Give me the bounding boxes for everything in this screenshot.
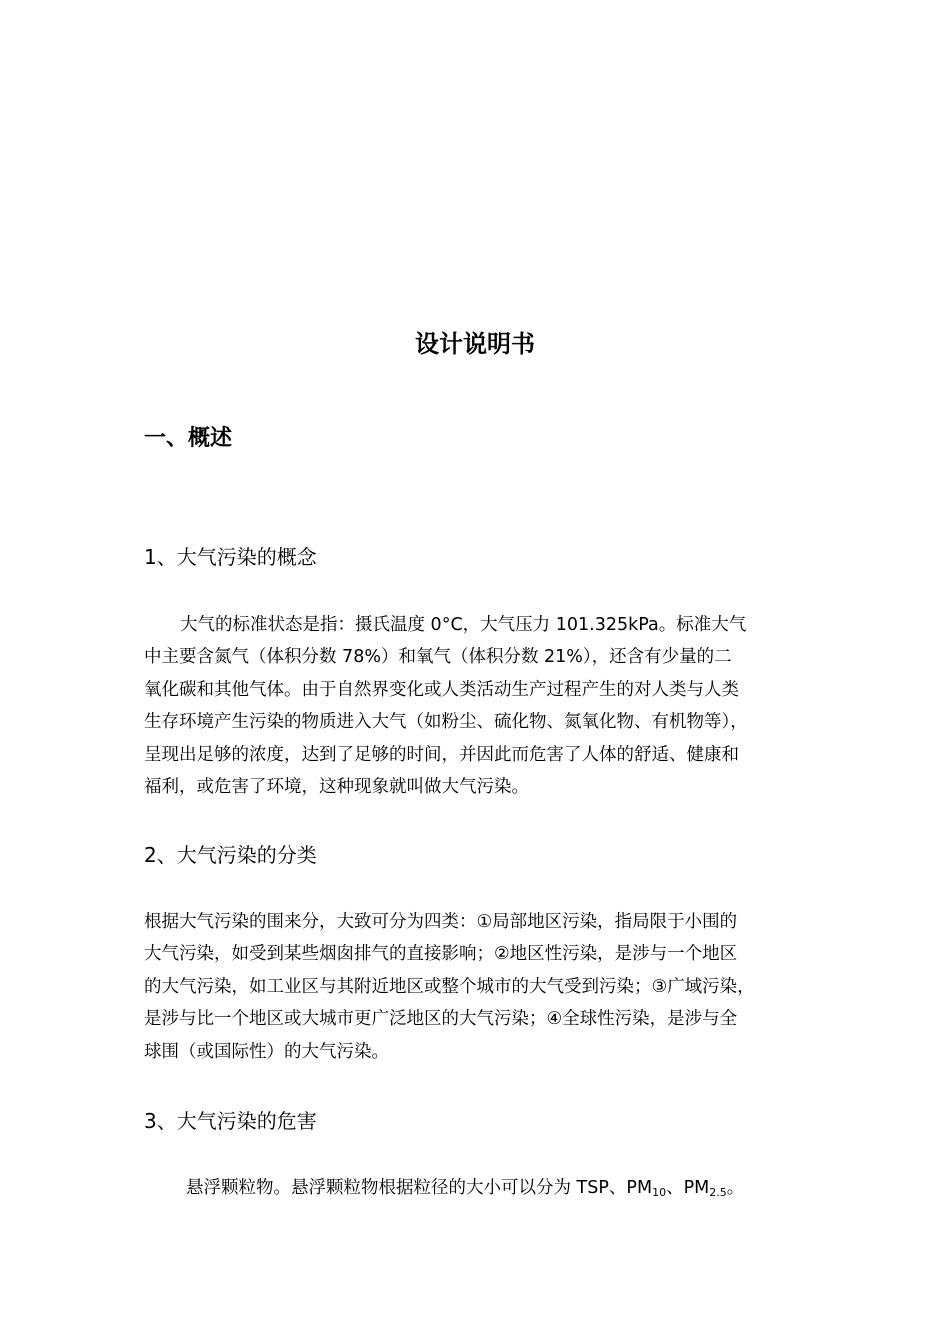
harm-separator: 、PM <box>666 1178 710 1198</box>
paragraph-classification <box>144 906 824 1068</box>
harm-text: 悬浮颗粒物。悬浮颗粒物根据粒径的大小可以分为 TSP、PM <box>186 1178 653 1198</box>
paragraph-line: 呈现出足够的浓度，达到了足够的时间，并因此而危害了人体的舒适、健康和 <box>144 744 739 765</box>
harm-end: 。 <box>726 1178 745 1198</box>
paragraph-line: 的大气污染，如工业区与其附近地区或整个城市的大气受到污染；③广域污染， <box>144 976 755 997</box>
paragraph-line: 生存环境产生污染的物质进入大气（如粉尘、硫化物、氮氧化物、有机物等）， <box>144 712 748 733</box>
paragraph-line <box>186 1172 836 1209</box>
paragraph-line: 根据大气污染的围来分，大致可分为四类：①局部地区污染，指局限于小围的 <box>144 912 738 932</box>
paragraph-line: 中主要含氮气（体积分数 78%）和氧气（体积分数 21%），还含有少量的二 <box>144 647 732 668</box>
paragraph-concept <box>144 609 824 803</box>
document-title: 设计说明书 <box>415 330 535 358</box>
section-heading-overview: 一、概述 <box>144 426 233 451</box>
subsection-heading-classification: 2、大气污染的分类 <box>144 843 317 867</box>
paragraph-line: 大气的标准状态是指：摄氏温度 0°C，大气压力 101.325kPa。标准大气 <box>180 615 747 635</box>
paragraph-line: 氧化碳和其他气体。由于自然界变化或人类活动生产过程产生的对人类与人类 <box>144 679 739 700</box>
paragraph-line: 是涉与比一个地区或大城市更广泛地区的大气污染；④全球性污染，是涉与全 <box>144 1009 738 1030</box>
paragraph-line: 球围（或国际性）的大气污染。 <box>144 1041 389 1062</box>
paragraph-line: 大气污染，如受到某些烟囱排气的直接影响；②地区性污染，是涉与一个地区 <box>144 944 738 965</box>
subscript-pm10: 10 <box>652 1186 667 1199</box>
paragraph-harm <box>186 1172 836 1209</box>
subsection-heading-concept: 1、大气污染的概念 <box>144 545 317 569</box>
subsection-heading-harm: 3、大气污染的危害 <box>144 1109 317 1133</box>
subscript-pm25: 2.5 <box>709 1186 727 1199</box>
paragraph-line: 福利，或危害了环境，这种现象就叫做大气污染。 <box>144 777 529 798</box>
